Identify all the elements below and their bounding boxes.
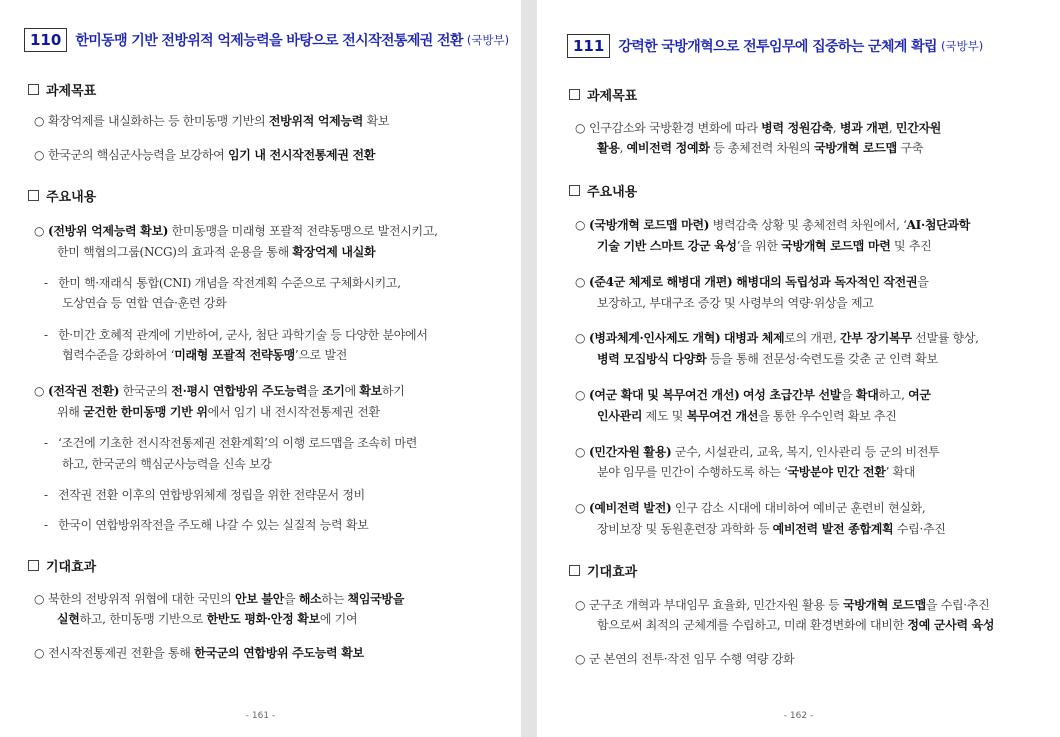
content-item-cont: 분야 임무를 민간이 수행하도록 하는 ‘국방분야 민간 전환’ 확대 <box>597 465 916 479</box>
goal-item-cont: 활용, 예비전력 정예화 등 총체전력 차원의 국방개혁 로드맵 구축 <box>597 141 924 155</box>
effect-item: ○ 북한의 전방위적 위협에 대한 국민의 안보 불안을 해소하는 책임국방을 <box>34 592 404 606</box>
task-number: 110 <box>24 28 67 52</box>
sub-item-cont: 하고, 한국군의 핵심군사능력을 신속 보강 <box>62 457 272 471</box>
content-item-cont: 병력 모집방식 다양화 등을 통해 전문성·숙련도를 갖춘 군 인력 확보 <box>597 352 938 366</box>
sub-item: - 한국이 연합방위작전을 주도해 나갈 수 있는 실질적 능력 확보 <box>44 518 369 532</box>
square-bullet-icon <box>569 185 580 196</box>
effect-item-cont: 함으로써 최적의 군체계를 수립하고, 미래 환경변화에 대비한 정예 군사력 육성 <box>597 618 995 632</box>
square-bullet-icon <box>569 89 580 100</box>
task-agency: (국방부) <box>466 33 510 47</box>
page-number: - 161 - <box>245 711 276 721</box>
page-number: - 162 - <box>783 711 814 721</box>
task-header <box>24 28 509 52</box>
goal-item: ○ 한국군의 핵심군사능력을 보강하여 임기 내 전시작전통제권 전환 <box>34 148 376 162</box>
section-effect: 기대효과 <box>28 556 96 575</box>
task-number: 111 <box>567 34 610 58</box>
content-item-cont: 보장하고, 부대구조 증강 및 사령부의 역량·위상을 제고 <box>597 296 874 310</box>
effect-item: ○ 군구조 개혁과 부대임무 효율화, 민간자원 활용 등 국방개혁 로드맵을 수립·추진 <box>575 598 990 612</box>
square-bullet-icon <box>28 84 39 95</box>
content-item: ○ (전작권 전환) 한국군의 전·평시 연합방위 주도능력을 조기에 확보하기 <box>34 384 405 398</box>
goal-item: ○ 인구감소와 국방환경 변화에 따라 병력 정원감축, 병과 개편, 민간자원 <box>575 121 942 135</box>
task-title: 강력한 국방개혁으로 전투임무에 집중하는 군체계 확립 <box>618 39 937 55</box>
square-bullet-icon <box>28 190 39 201</box>
sub-item-cont: 협력수준을 강화하여 ‘미래형 포괄적 전략동맹’으로 발전 <box>62 348 348 362</box>
effect-item: ○ 군 본연의 전투·작전 임무 수행 역량 강화 <box>575 652 795 666</box>
section-goal: 과제목표 <box>569 85 637 104</box>
sub-item-cont: 도상연습 등 연합 연습·훈련 강화 <box>62 296 227 310</box>
effect-item-cont: 실현하고, 한미동맹 기반으로 한반도 평화·안정 확보에 기여 <box>57 612 358 626</box>
content-item-cont: 위해 굳건한 한미동맹 기반 위에서 임기 내 전시작전통제권 전환 <box>57 405 380 419</box>
section-effect: 기대효과 <box>569 561 637 580</box>
content-item: ○ (준4군 체제로 해병대 개편) 해병대의 독립성과 독자적인 작전권을 <box>575 275 929 289</box>
content-item: ○ (민간자원 활용) 군수, 시설관리, 교육, 복지, 인사관리 등 군의 비전투 <box>575 445 940 459</box>
content-item: ○ (전방위 억제능력 확보) 한미동맹을 미래형 포괄적 전략동맹으로 발전시키고, <box>34 224 438 238</box>
sub-item: - 한미 핵·재래식 통합(CNI) 개념을 작전계획 수준으로 구체화시키고, <box>44 276 401 290</box>
sub-item: - ‘조건에 기초한 전시작전통제권 전환계획’의 이행 로드맵을 조속히 마련 <box>44 436 418 450</box>
effect-item: ○ 전시작전통제권 전환을 통해 한국군의 연합방위 주도능력 확보 <box>34 646 364 660</box>
square-bullet-icon <box>28 560 39 571</box>
goal-item: ○ 확장억제를 내실화하는 등 한미동맹 기반의 전방위적 억제능력 확보 <box>34 114 390 128</box>
sub-item: - 한·미간 호혜적 관계에 기반하여, 군사, 첨단 과학기술 등 다양한 분야에서 <box>44 328 428 342</box>
task-title: 한미동맹 기반 전방위적 억제능력을 바탕으로 전시작전통제권 전환 <box>75 33 463 49</box>
content-item-cont: 장비보장 및 동원훈련장 과학화 등 예비전력 발전 종합계획 수립·추진 <box>597 522 946 536</box>
content-item: ○ (예비전력 발전) 인구 감소 시대에 대비하여 예비군 훈련비 현실화, <box>575 501 926 515</box>
content-item: ○ (병과체계·인사제도 개혁) 대병과 체제로의 개편, 간부 장기복무 선발률 향상, <box>575 331 979 345</box>
task-header <box>567 34 983 58</box>
section-goal: 과제목표 <box>28 80 96 99</box>
section-content: 주요내용 <box>28 186 96 205</box>
content-item: ○ (여군 확대 및 복무여건 개선) 여성 초급간부 선발을 확대하고, 여군 <box>575 388 931 402</box>
square-bullet-icon <box>569 565 580 576</box>
content-item-cont: 기술 기반 스마트 강군 육성’을 위한 국방개혁 로드맵 마련 및 추진 <box>597 239 932 253</box>
content-item-cont: 인사관리 제도 및 복무여건 개선을 통한 우수인력 확보 추진 <box>597 409 897 423</box>
content-item-cont: 한미 핵협의그룹(NCG)의 효과적 운용을 통해 확장억제 내실화 <box>57 245 376 259</box>
task-agency: (국방부) <box>940 39 984 53</box>
section-content: 주요내용 <box>569 181 637 200</box>
page-162 <box>537 0 1060 737</box>
content-item: ○ (국방개혁 로드맵 마련) 병력감축 상황 및 총체전력 차원에서, ‘AI·첨단과학 <box>575 218 971 232</box>
sub-item: - 전작권 전환 이후의 연합방위체제 정립을 위한 전략문서 정비 <box>44 488 365 502</box>
page-161 <box>0 0 521 737</box>
